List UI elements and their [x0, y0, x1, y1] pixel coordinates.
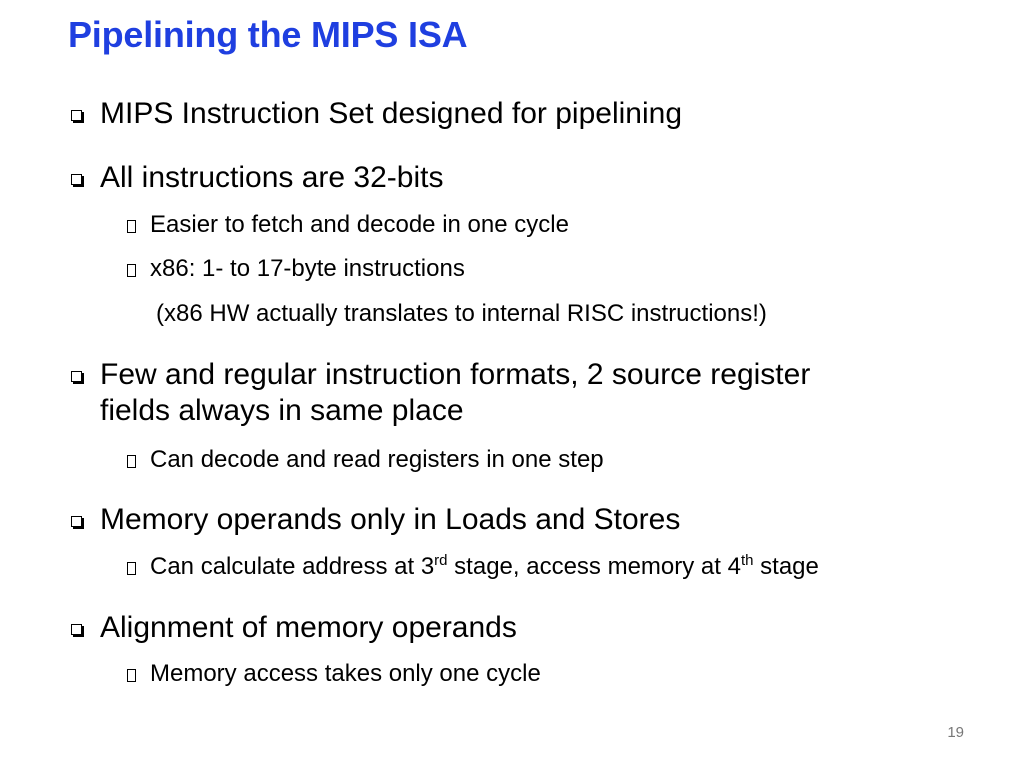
superscript: th	[740, 552, 754, 569]
page-number: 19	[947, 724, 964, 741]
slide-title: Pipelining the MIPS ISA	[68, 14, 468, 55]
sub-bullet-text	[150, 553, 819, 581]
sub-bullet-icon	[127, 220, 136, 233]
bullet-text: MIPS Instruction Set designed for pipelining	[100, 97, 682, 130]
bullet-text-line1: Few and regular instruction formats, 2 source register	[100, 358, 811, 391]
note-text: (x86 HW actually translates to internal RISC instructions!)	[156, 300, 767, 327]
bullet-text-line2: fields always in same place	[100, 394, 464, 427]
bullet-text: Memory operands only in Loads and Stores	[100, 503, 681, 536]
superscript: rd	[434, 552, 448, 569]
bullet-text: All instructions are 32-bits	[100, 161, 444, 194]
square-bullet-icon	[71, 110, 82, 121]
sub-bullet-icon	[127, 562, 136, 575]
sub-bullet-text: x86: 1- to 17-byte instructions	[150, 255, 465, 282]
sub-bullet-icon	[127, 669, 136, 682]
sub-bullet-icon	[127, 264, 136, 277]
square-bullet-icon	[71, 174, 82, 185]
text-segment: stage	[753, 553, 819, 580]
bullet-text: Alignment of memory operands	[100, 611, 517, 644]
text-segment: Can calculate address at 3	[150, 553, 435, 580]
square-bullet-icon	[71, 371, 82, 382]
square-bullet-icon	[71, 516, 82, 527]
sub-bullet-icon	[127, 455, 136, 468]
sub-bullet-text: Easier to fetch and decode in one cycle	[150, 211, 569, 238]
sub-bullet-text: Memory access takes only one cycle	[150, 660, 541, 687]
sub-bullet-text: Can decode and read registers in one step	[150, 446, 604, 473]
text-segment: stage, access memory at 4	[447, 553, 741, 580]
square-bullet-icon	[71, 624, 82, 635]
